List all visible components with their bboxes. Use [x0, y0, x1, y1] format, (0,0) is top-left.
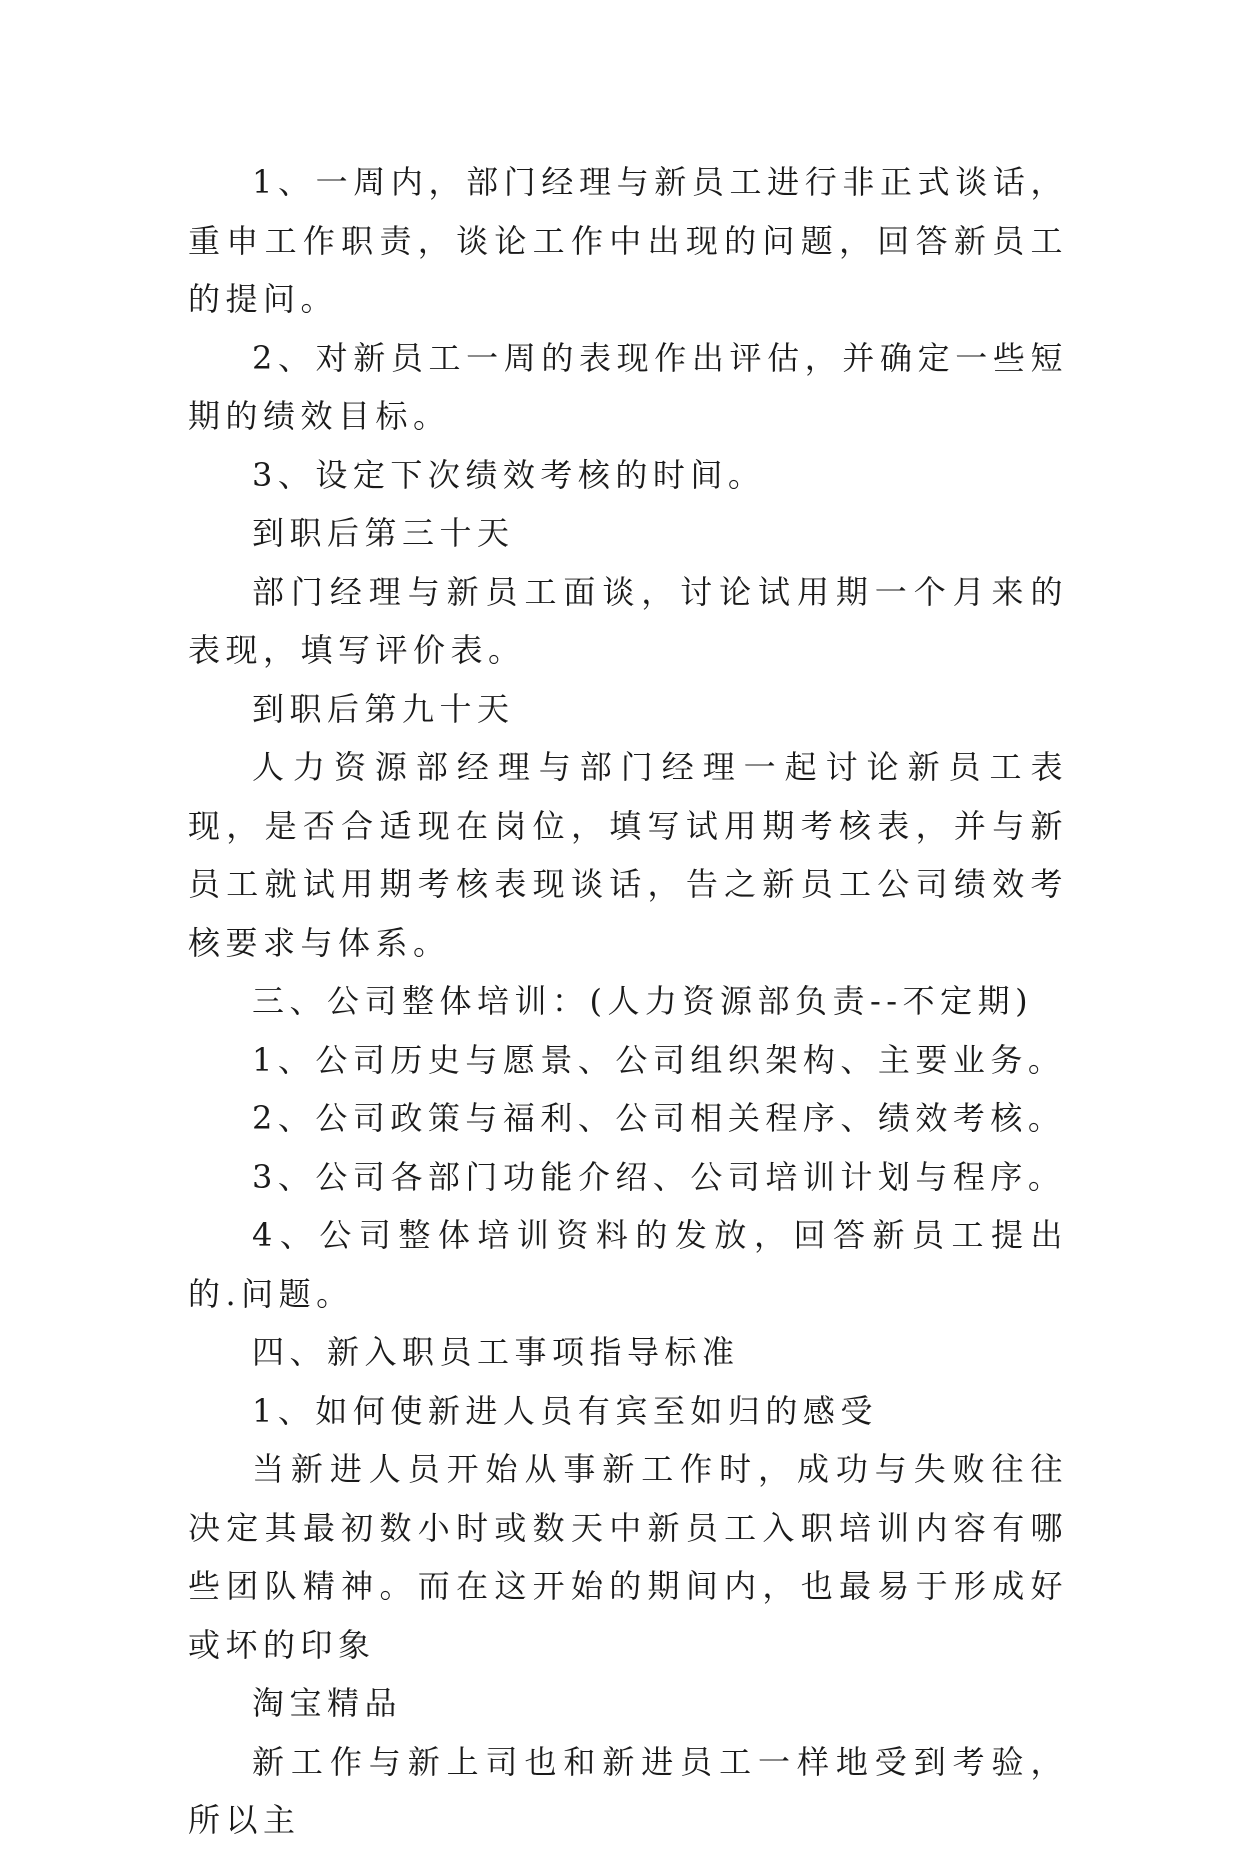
heading-day-90: 到职后第九十天 — [252, 689, 515, 728]
paragraph-first-impression: 当新进人员开始从事新工作时，成功与失败往往决定其最初数小时或数天中新员工入职培训内容有哪些团队精神。而在这开始的期间内，也最易于形成好或坏的印象 — [188, 1450, 1068, 1664]
guidance-item-1: 1、如何使新进人员有宾至如归的感受 — [252, 1391, 878, 1430]
paragraph-item-1-week-talk: 1、一周内，部门经理与新员工进行非正式谈话，重申工作职责，谈论工作中出现的问题，回答新员工的提问。 — [188, 163, 1068, 318]
paragraph-new-supervisor: 新工作与新上司也和新进员工一样地受到考验，所以主 — [188, 1742, 1068, 1839]
section-heading-guidance-standards: 四、新入职员工事项指导标准 — [252, 1333, 740, 1371]
paragraph-day-30-interview: 部门经理与新员工面谈，讨论试用期一个月来的表现，填写评价表。 — [188, 572, 1068, 669]
heading-day-30: 到职后第三十天 — [252, 514, 515, 552]
training-item-3: 3、公司各部门功能介绍、公司培训计划与程序。 — [252, 1157, 1066, 1196]
paragraph-item-3-next-review: 3、设定下次绩效考核的时间。 — [252, 455, 766, 494]
section-heading-company-training: 三、公司整体培训：(人力资源部负责--不定期) — [252, 982, 1034, 1020]
paragraph-day-90-review: 人力资源部经理与部门经理一起讨论新员工表现，是否合适现在岗位，填写试用期考核表，并与新员工就试用期考核表现谈话，告之新员工公司绩效考核要求与体系。 — [188, 748, 1068, 962]
paragraph-item-2-week-evaluation: 2、对新员工一周的表现作出评估，并确定一些短期的绩效目标。 — [188, 338, 1068, 435]
watermark-line: 淘宝精品 — [252, 1684, 403, 1722]
training-item-4: 4、公司整体培训资料的发放，回答新员工提出的.问题。 — [188, 1216, 1068, 1313]
training-item-1: 1、公司历史与愿景、公司组织架构、主要业务。 — [252, 1040, 1066, 1079]
training-item-2: 2、公司政策与福利、公司相关程序、绩效考核。 — [252, 1099, 1066, 1137]
document-body — [188, 153, 1068, 1850]
